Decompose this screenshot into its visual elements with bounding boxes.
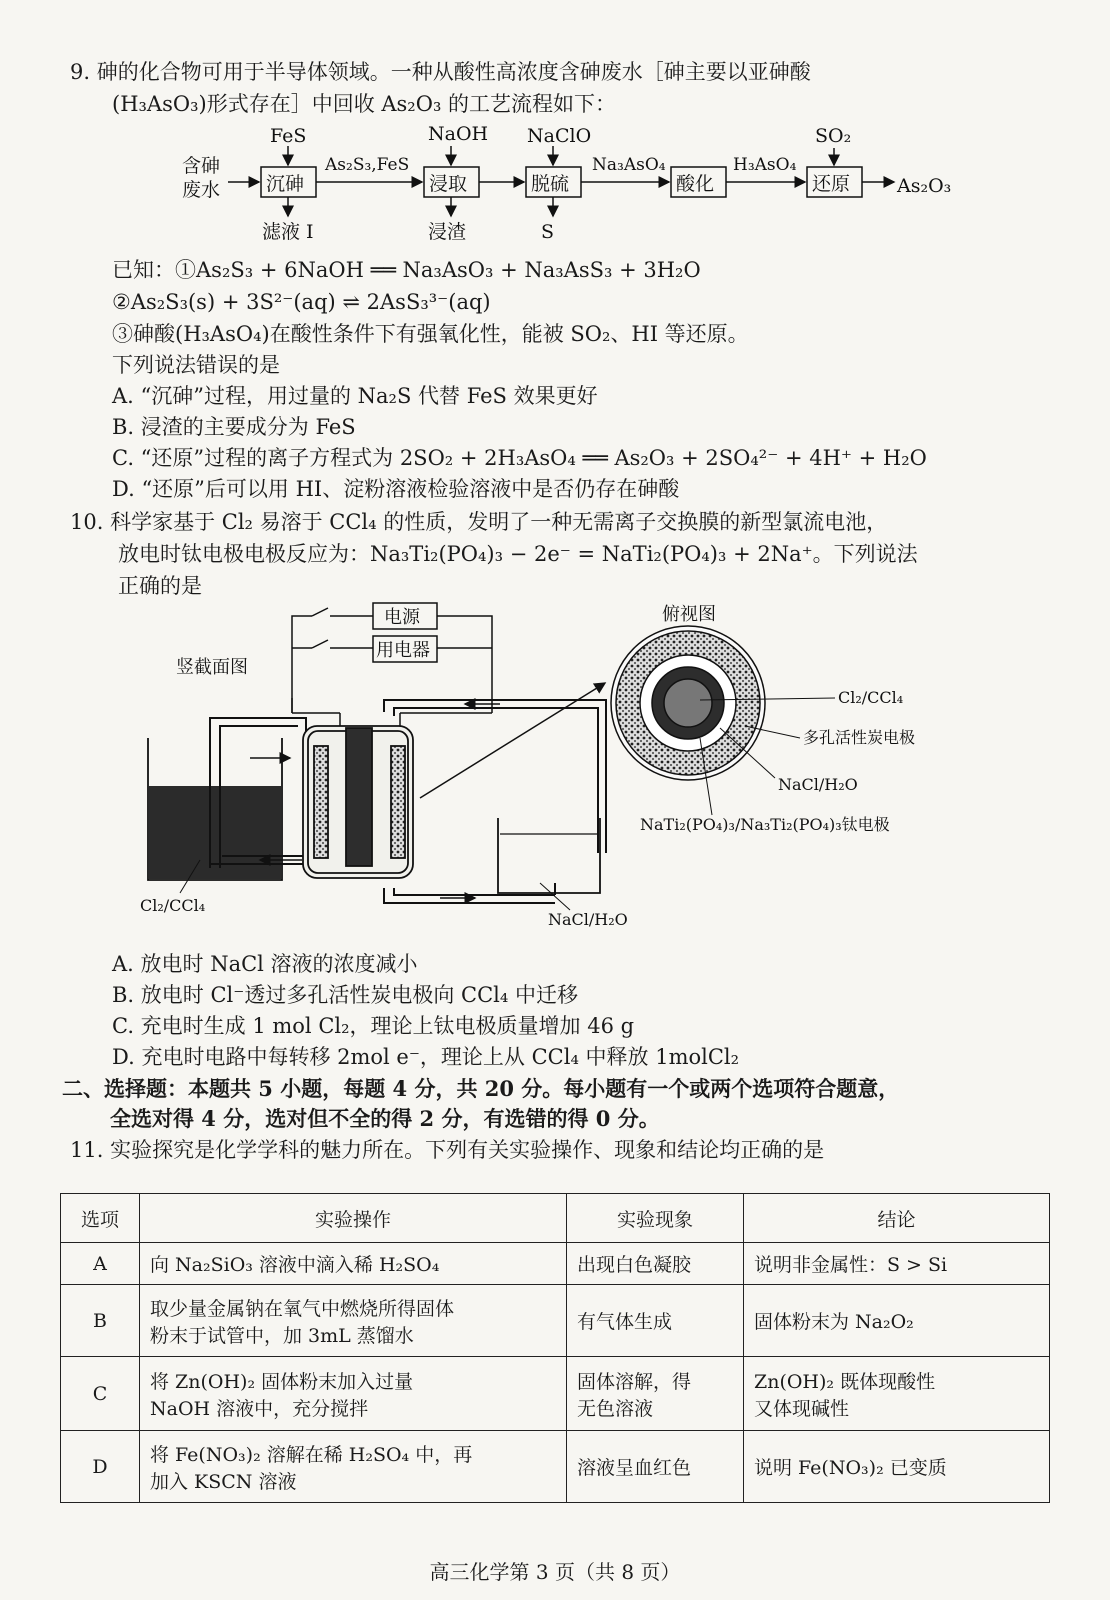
- row-operation: [140, 1285, 567, 1357]
- q9-known-3: ③砷酸(H₃AsO₄)在酸性条件下有强氧化性，能被 SO₂、HI 等还原。: [112, 322, 749, 346]
- fig-appliance-label: 用电器: [376, 640, 430, 661]
- row-option: D: [61, 1431, 140, 1503]
- table-row[interactable]: [61, 1285, 1050, 1357]
- q9-stem-line1: 9. 砷的化合物可用于半导体领域。一种从酸性高浓度含砷废水［砷主要以亚砷酸: [70, 60, 811, 84]
- row-phenomenon-line: 固体溶解，得: [577, 1370, 692, 1393]
- flow-reagent-so2: SO₂: [815, 125, 852, 147]
- fig-topview-label: 俯视图: [662, 604, 716, 625]
- header-option: 选项: [61, 1194, 140, 1243]
- row-phenomenon-line: 无色溶液: [577, 1397, 654, 1420]
- flow-reagent-naclo: NaClO: [527, 125, 592, 147]
- q9-process-flow: [0, 120, 1110, 250]
- row-operation: [140, 1243, 567, 1285]
- row-conclusion: [744, 1357, 1050, 1431]
- flow-box-suanhua: 酸化: [676, 173, 715, 195]
- flow-input-line1: 含砷: [182, 155, 221, 177]
- row-conclusion-line: Zn(OH)₂ 既体现酸性: [754, 1370, 936, 1393]
- row-option: B: [61, 1285, 140, 1357]
- q10-option-c[interactable]: C. 充电时生成 1 mol Cl₂，理论上钛电极质量增加 46 g: [112, 1014, 635, 1038]
- fig-right-nacl: NaCl/H₂O: [548, 910, 628, 929]
- flow-mid-as2s3: As₂S₃,FeS: [325, 155, 410, 175]
- row-conclusion: [744, 1243, 1050, 1285]
- fig-tv-nacl: NaCl/H₂O: [778, 775, 858, 794]
- row-option: C: [61, 1357, 140, 1431]
- q11-stem: 11. 实验探究是化学学科的魅力所在。下列有关实验操作、现象和结论均正确的是: [70, 1138, 825, 1162]
- row-conclusion: [744, 1285, 1050, 1357]
- q9-option-c[interactable]: C. “还原”过程的离子方程式为 2SO₂ + 2H₃AsO₄ ══ As₂O₃ + 2SO₄²⁻ + 4H⁺ + H₂O: [112, 446, 927, 470]
- table-row[interactable]: [61, 1243, 1050, 1285]
- q9-option-a[interactable]: A. “沉砷”过程，用过量的 Na₂S 代替 FeS 效果更好: [112, 384, 598, 408]
- flow-out-residue: 浸渣: [428, 221, 467, 243]
- row-conclusion: [744, 1431, 1050, 1503]
- table-row[interactable]: [61, 1357, 1050, 1431]
- flow-box-jinqu: 浸取: [429, 173, 468, 195]
- row-operation-line: 向 Na₂SiO₃ 溶液中滴入稀 H₂SO₄: [150, 1254, 440, 1276]
- row-operation-line: 将 Zn(OH)₂ 固体粉末加入过量: [150, 1370, 414, 1393]
- flow-reagent-fes: FeS: [270, 125, 307, 147]
- q10-battery-diagram: [0, 598, 1110, 948]
- flow-out-sulfur: S: [541, 221, 555, 243]
- flow-box-huanyuan: 还原: [812, 173, 851, 195]
- q11-table: [60, 1193, 1050, 1503]
- flow-mid-na3aso4: Na₃AsO₄: [592, 155, 666, 175]
- header-operation: 实验操作: [140, 1194, 567, 1243]
- row-phenomenon-line: 有气体生成: [577, 1311, 673, 1333]
- q9-stem-line2: (H₃AsO₃)形式存在］中回收 As₂O₃ 的工艺流程如下：: [112, 92, 617, 116]
- q10-option-a[interactable]: A. 放电时 NaCl 溶液的浓度减小: [112, 952, 418, 976]
- flow-out-filtrate: 滤液 I: [262, 221, 314, 243]
- flow-box-chenshen: 沉砷: [266, 173, 305, 195]
- q10-stem-line3: 正确的是: [118, 574, 202, 598]
- q9-option-d[interactable]: D. “还原”后可以用 HI、淀粉溶液检验溶液中是否仍存在砷酸: [112, 477, 680, 501]
- fig-power-label: 电源: [384, 607, 420, 628]
- flow-mid-h3aso4: H₃AsO₄: [733, 155, 797, 175]
- page-footer: 高三化学第 3 页（共 8 页）: [429, 1560, 681, 1584]
- row-phenomenon: [567, 1357, 744, 1431]
- fig-tv-titanium-electrode: NaTi₂(PO₄)₃/Na₃Ti₂(PO₄)₃钛电极: [640, 815, 890, 834]
- row-operation-line: NaOH 溶液中，充分搅拌: [150, 1397, 369, 1420]
- section2-instructions-line2: 全选对得 4 分，选对但不全的得 2 分，有选错的得 0 分。: [110, 1106, 660, 1131]
- q10-stem-line1: 10. 科学家基于 Cl₂ 易溶于 CCl₄ 的性质，发明了一种无需离子交换膜的新型氯流电池，: [70, 510, 888, 534]
- fig-tv-carbon-electrode: 多孔活性炭电极: [803, 728, 916, 747]
- row-phenomenon: [567, 1285, 744, 1357]
- fig-section-label: 竖截面图: [176, 657, 248, 678]
- header-conclusion: 结论: [744, 1194, 1050, 1243]
- row-operation-line: 将 Fe(NO₃)₂ 溶解在稀 H₂SO₄ 中，再: [150, 1443, 473, 1466]
- row-conclusion-line: 又体现碱性: [754, 1397, 850, 1420]
- row-phenomenon: [567, 1243, 744, 1285]
- row-phenomenon-line: 出现白色凝胶: [577, 1254, 692, 1276]
- fig-tv-cl2ccl4: Cl₂/CCl₄: [838, 688, 904, 707]
- flow-box-tuoliu: 脱硫: [531, 173, 570, 195]
- row-conclusion-line: 说明非金属性：S > Si: [754, 1254, 948, 1276]
- table-header-row: [61, 1194, 1050, 1243]
- q10-stem-line2: 放电时钛电极电极反应为：Na₃Ti₂(PO₄)₃ − 2e⁻ = NaTi₂(PO₄)₃ + 2Na⁺。下列说法: [118, 542, 918, 566]
- table-row[interactable]: [61, 1431, 1050, 1503]
- row-operation-line: 粉末于试管中，加 3mL 蒸馏水: [150, 1324, 414, 1347]
- row-option: A: [61, 1243, 140, 1285]
- q9-option-b[interactable]: B. 浸渣的主要成分为 FeS: [112, 415, 356, 439]
- row-operation-line: 加入 KSCN 溶液: [150, 1470, 297, 1493]
- flow-reagent-naoh: NaOH: [428, 123, 489, 145]
- q9-known-1: 已知：①As₂S₃ + 6NaOH ══ Na₃AsO₃ + Na₃AsS₃ + 3H₂O: [112, 258, 701, 282]
- q10-option-b[interactable]: B. 放电时 Cl⁻透过多孔活性炭电极向 CCl₄ 中迁移: [112, 983, 578, 1007]
- row-operation: [140, 1357, 567, 1431]
- q9-known-2: ②As₂S₃(s) + 3S²⁻(aq) ⇌ 2AsS₃³⁻(aq): [112, 290, 491, 314]
- q10-option-d[interactable]: D. 充电时电路中每转移 2mol e⁻，理论上从 CCl₄ 中释放 1molCl₂: [112, 1045, 740, 1069]
- flow-product: As₂O₃: [897, 175, 952, 197]
- section2-instructions-line1: 二、选择题：本题共 5 小题，每题 4 分，共 20 分。每小题有一个或两个选项符合题意，: [62, 1076, 900, 1101]
- fig-left-cl2ccl4: Cl₂/CCl₄: [140, 896, 206, 915]
- row-operation: [140, 1431, 567, 1503]
- header-phenomenon: 实验现象: [567, 1194, 744, 1243]
- row-operation-line: 取少量金属钠在氧气中燃烧所得固体: [150, 1297, 455, 1320]
- flow-input-line2: 废水: [182, 179, 221, 201]
- q9-ask: 下列说法错误的是: [112, 353, 280, 377]
- row-conclusion-line: 说明 Fe(NO₃)₂ 已变质: [754, 1457, 947, 1479]
- row-phenomenon: [567, 1431, 744, 1503]
- row-conclusion-line: 固体粉末为 Na₂O₂: [754, 1311, 914, 1333]
- row-phenomenon-line: 溶液呈血红色: [577, 1457, 692, 1479]
